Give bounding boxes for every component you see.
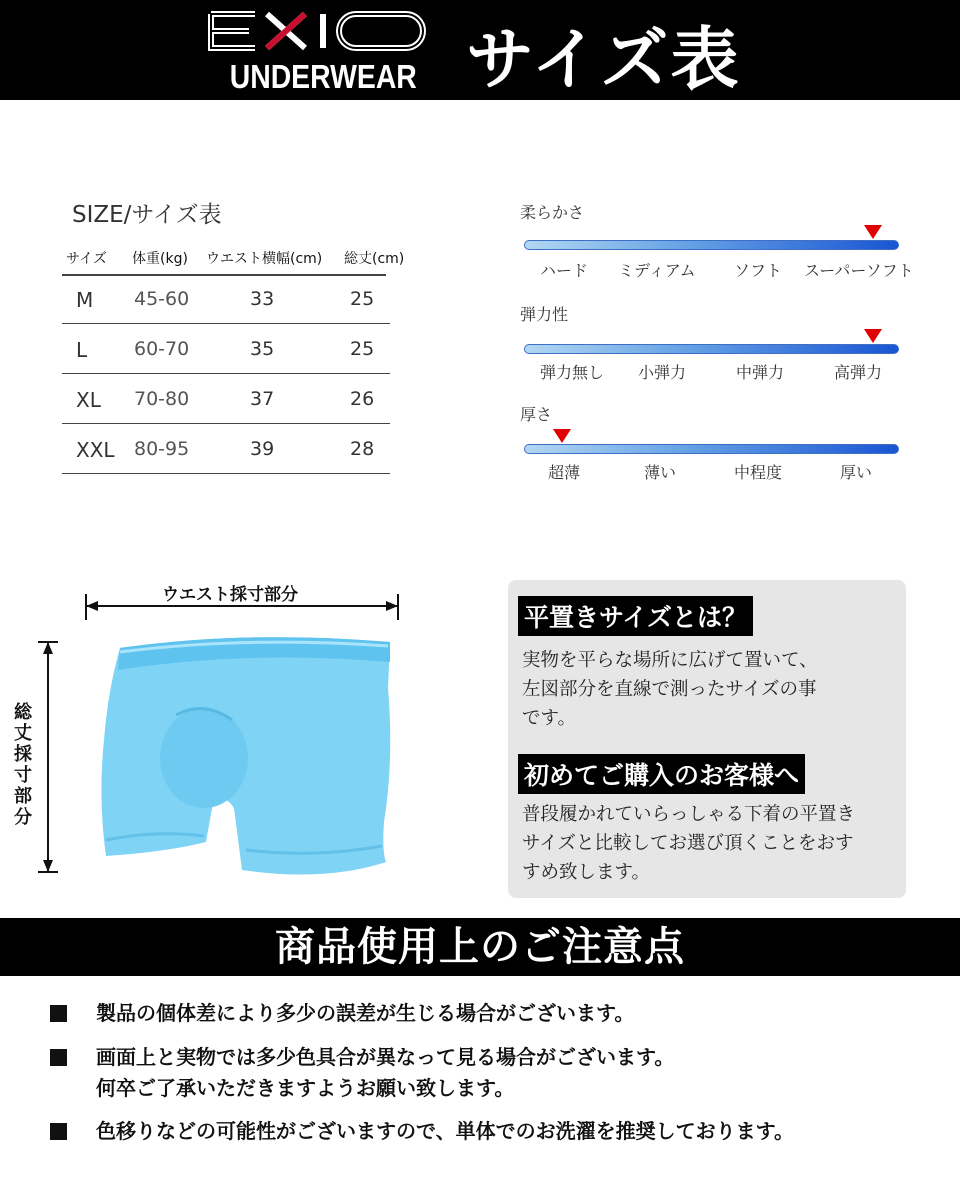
cell-weight: 70-80 xyxy=(134,388,190,410)
info-line: 実物を平らな場所に広げて置いて、 xyxy=(522,650,818,671)
cell-length: 28 xyxy=(350,438,375,460)
cell-weight: 80-95 xyxy=(134,438,190,460)
scale-tick: 超薄 xyxy=(548,463,581,482)
info-line: 普段履かれていらっしゃる下着の平置き xyxy=(522,804,856,825)
brand-logo xyxy=(205,6,430,98)
cell-waist: 37 xyxy=(250,388,275,410)
logo-underwear-text: UNDERWEAR xyxy=(229,58,417,95)
header-banner xyxy=(0,0,960,100)
table-row xyxy=(62,324,390,374)
info-text-flat-size xyxy=(522,646,902,733)
level-marker-icon xyxy=(864,329,882,343)
scale-tick: ハード xyxy=(540,261,589,280)
thickness-scale xyxy=(518,402,918,482)
scale-bar xyxy=(524,240,899,250)
garment-shape xyxy=(101,637,390,874)
scale-tick: 弾力無し xyxy=(540,363,605,382)
cell-waist: 35 xyxy=(250,338,275,360)
column-header-length: 総丈(cm) xyxy=(344,251,405,267)
scale-tick: 高弾力 xyxy=(834,363,883,382)
column-header-weight: 体重(kg) xyxy=(132,251,188,267)
cell-waist: 39 xyxy=(250,438,275,460)
note-text: 画面上と実物では多少色具合が異なって見る場合がございます。 xyxy=(96,1045,675,1069)
table-row xyxy=(62,374,390,424)
cell-size: L xyxy=(76,338,88,362)
square-bullet-icon xyxy=(50,1123,67,1140)
square-bullet-icon xyxy=(50,1005,67,1022)
note-text: 製品の個体差により多少の誤差が生じる場合がございます。 xyxy=(96,1001,635,1025)
softness-scale xyxy=(518,200,918,280)
info-line: 左図部分を直線で測ったサイズの事 xyxy=(522,679,817,700)
level-marker-icon xyxy=(553,429,571,443)
waist-measure-label: ウエスト採寸部分 xyxy=(162,585,298,605)
table-header-row xyxy=(62,244,405,274)
exio-logo-mark xyxy=(205,6,430,56)
waist-dimension-line xyxy=(86,594,398,620)
column-header-waist: ウエスト横幅(cm) xyxy=(206,251,323,267)
scale-label: 厚さ xyxy=(520,405,553,424)
table-row xyxy=(62,274,390,324)
info-line: サイズと比較してお選び頂くことをおす xyxy=(522,833,854,854)
elasticity-scale xyxy=(518,302,918,382)
notes-banner xyxy=(0,918,960,976)
scale-tick: 厚い xyxy=(840,463,873,482)
info-text-first-purchase xyxy=(522,800,902,887)
scale-label: 柔らかさ xyxy=(520,203,585,222)
cell-length: 25 xyxy=(350,288,375,310)
notes-title: 商品使用上のご注意点 xyxy=(275,924,685,970)
size-table xyxy=(62,244,405,474)
cell-length: 25 xyxy=(350,338,375,360)
scale-tick: スーパーソフト xyxy=(804,261,914,280)
cell-weight: 45-60 xyxy=(134,288,190,310)
scale-tick: 小弾力 xyxy=(638,363,687,382)
scale-tick: ミディアム xyxy=(618,261,696,280)
length-measure-label: 総丈採寸部分 xyxy=(11,702,32,828)
scale-bar xyxy=(524,444,899,454)
scale-tick: 中程度 xyxy=(734,463,783,482)
info-heading-flat-size: 平置きサイズとは？ xyxy=(518,596,753,636)
info-line: すめ致します。 xyxy=(522,862,651,883)
note-text: 何卒ご了承いただきますようお願い致します。 xyxy=(96,1076,515,1100)
note-text: 色移りなどの可能性がございますので、単体でのお洗濯を推奨しております。 xyxy=(96,1119,794,1143)
boxer-brief-illustration xyxy=(36,590,416,890)
scale-tick: ソフト xyxy=(734,261,783,280)
info-heading-first-purchase: 初めてご購入のお客様へ xyxy=(518,754,805,794)
cell-waist: 33 xyxy=(250,288,275,310)
length-dimension-line xyxy=(38,642,58,872)
square-bullet-icon xyxy=(50,1049,67,1066)
flat-size-info-box xyxy=(508,580,906,898)
scale-tick: 薄い xyxy=(644,463,677,482)
level-marker-icon xyxy=(864,225,882,239)
cell-size: XL xyxy=(76,388,101,412)
column-header-size: サイズ xyxy=(66,251,107,267)
page-title: サイズ表 xyxy=(466,21,741,100)
size-chart-title: SIZE/サイズ表 xyxy=(72,202,222,228)
cell-size: M xyxy=(76,288,94,312)
scale-bar xyxy=(524,344,899,354)
table-row xyxy=(62,424,390,474)
cell-weight: 60-70 xyxy=(134,338,190,360)
info-line: です。 xyxy=(522,708,577,729)
cell-length: 26 xyxy=(350,388,375,410)
scale-label: 弾力性 xyxy=(520,305,569,324)
cell-size: XXL xyxy=(76,438,115,462)
scale-tick: 中弾力 xyxy=(736,363,785,382)
